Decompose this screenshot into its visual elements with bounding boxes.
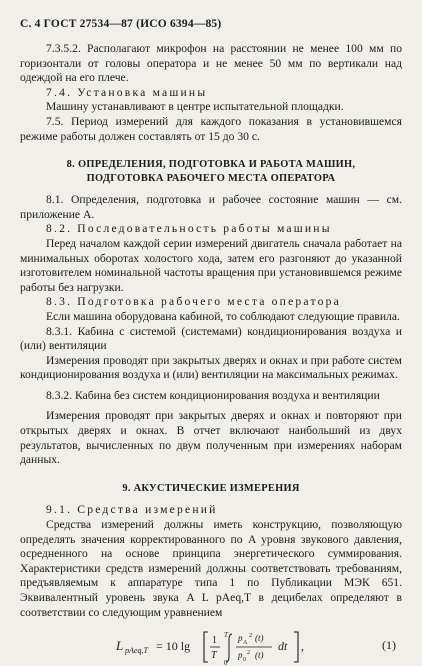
paragraph-8-3-2: 8.3.2. Кабина без систем кондиционирования воздуха и вентиляции [46,388,380,402]
paragraph-9-1: Средства измерений должны иметь конструкцию, позволяющую определять значения корректированного по A уровня звукового давления, осредненного на основе принципа энергетического суммирования. Характеристики средств измерений должны соответствовать требованиям, предъявляемым к аппаратуре типа 1 по Публикации МЭК 651. Эквивалентный уровень звука A L pAeq,T в децибелах определяют в соответствии со следующим уравнением [20,517,402,619]
heading-8-2: 8.2. Последовательность работы машины [46,222,332,236]
formula-dt: dt [278,639,288,654]
denominator-arg: (t) [255,650,264,661]
heading-8-3: 8.3. Подготовка рабочего места оператора [46,295,341,309]
integral-lower: 0 [224,659,228,666]
heading-9-1: 9.1. Средства измерений [46,503,218,517]
right-bracket [294,632,298,662]
formula-equals: = 10 lg [156,639,191,654]
paragraph-8-3-1-body: Измерения проводят при закрытых дверях и окнах и при работе систем кондиционирования воздуха и (или) вентиляции на максимальных режимах. [20,353,402,382]
paragraph-8-3: Если машина оборудована кабиной, то соблюдают следующие правила. [46,309,400,323]
section-9-title: 9. АКУСТИЧЕСКИЕ ИЗМЕРЕНИЯ [122,482,300,494]
formula-T: T [211,650,217,662]
equation-number: (1) [382,638,396,653]
formula-comma: , [301,639,304,654]
formula-lhs-sub: pAeq,T [125,646,148,656]
section-8-title [20,158,402,185]
paragraph-8-3-2-body: Измерения проводят при закрытых дверях и окнах и повторяют при открытых дверях и окнах. В отчет включают наибольший из двух результатов, вычисленных по двум полученным при измерениях наборам данных. [20,409,402,467]
paragraph-8-2: Перед началом каждой серии измерений двигатель сначала работает на минимальных оборотах холостого хода, затем его разгоняют до указанной изготовителем номинальной частоты вращения при установившемся режиме работы без нагрузки. [20,236,402,294]
heading-7-4: 7.4. Установка машины [46,85,208,99]
paragraph-8-1: 8.1. Определения, подготовка и рабочее состояние машин — см. приложение А. [20,193,402,221]
left-bracket [204,632,208,662]
numerator-p: p [238,633,243,644]
equation-1 [20,626,402,664]
section-8-title-line2: ПОДГОТОВКА РАБОЧЕГО МЕСТА ОПЕРАТОРА [86,172,336,184]
numerator-exp: 2 [249,633,252,640]
paragraph-7-4: Машину устанавливают в центре испытательной площадки. [46,100,344,114]
equation-formula [116,628,376,666]
formula-lhs: L [116,638,124,654]
numerator-sub: A [243,640,248,647]
denominator-p: p [238,650,243,661]
numerator-arg: (t) [255,633,264,644]
integral-upper: T [224,631,228,640]
denominator-exp: 2 [247,650,250,657]
paragraph-7-5: 7.5. Период измерений для каждого показания в установившемся режиме работы должен составлять от 15 до 30 с. [20,114,402,143]
paragraph-7-3-5-2: 7.3.5.2. Располагают микрофон на расстоянии не менее 100 мм по горизонтали от головы оператора и не менее 50 мм по вертикали над одеждой на его плече. [20,42,402,85]
formula-one: 1 [212,635,217,647]
paragraph-8-3-1: 8.3.1. Кабина с системой (системами) кондиционирования воздуха и (или) вентиляции [20,324,402,353]
running-header: С. 4 ГОСТ 27534—87 (ИСО 6394—85) [20,18,222,30]
denominator-sub: 0 [243,657,246,664]
section-8-title-line1: 8. ОПРЕДЕЛЕНИЯ, ПОДГОТОВКА И РАБОТА МАШИН, [66,159,356,171]
